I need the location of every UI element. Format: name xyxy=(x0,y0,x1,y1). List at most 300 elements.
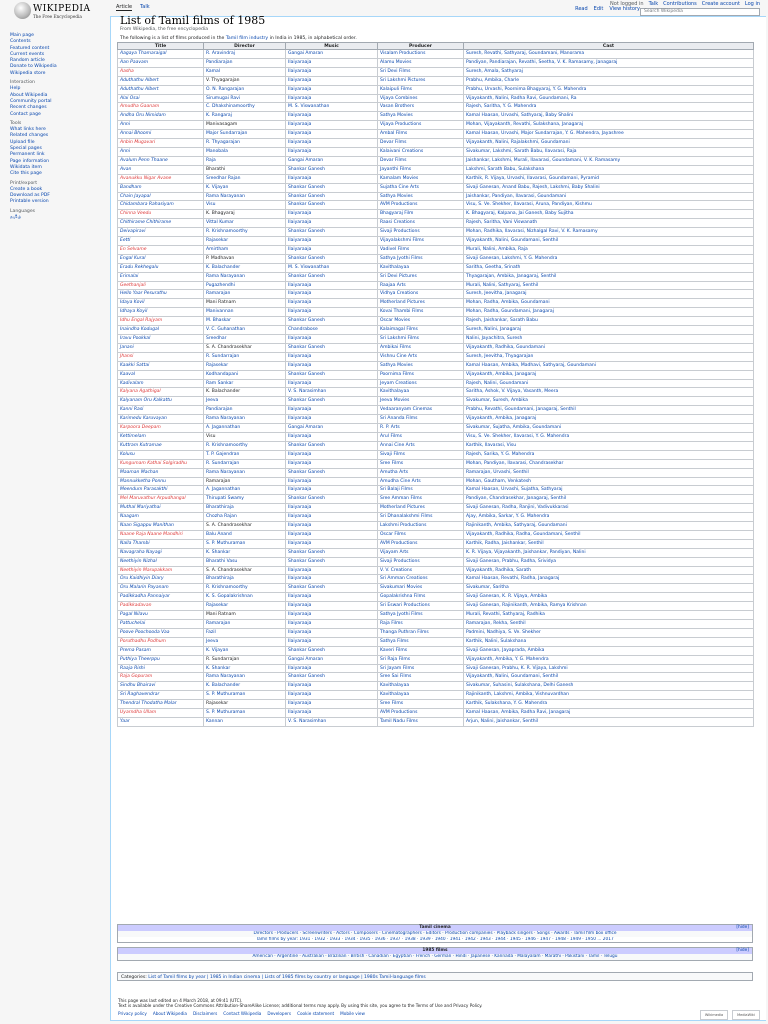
cell-director[interactable]: Mani Ratnam xyxy=(204,299,286,308)
cell-producer[interactable]: Kalaivani Creations xyxy=(378,147,464,156)
cell-cast[interactable]: Vijayakanth, Radhika, Sarath xyxy=(464,566,754,575)
cell-cast[interactable]: Rajesh, Saritha, Vani Viswanath xyxy=(464,219,754,228)
cell-title[interactable]: Neethiyin Nizhal xyxy=(118,557,204,566)
cell-director[interactable]: K. Balachander xyxy=(204,263,286,272)
cell-cast[interactable]: Murali, Nalini, Ambika, Raja xyxy=(464,245,754,254)
cell-cast[interactable]: Kamal Haasan, Ambika, Madhavi, Sathyaraj, Goundamani xyxy=(464,361,754,370)
cell-music[interactable]: Ilaiyaraaja xyxy=(286,530,378,539)
cell-title[interactable]: Kuttram Kutramae xyxy=(118,441,204,450)
cell-director[interactable]: S. P. Muthuraman xyxy=(204,709,286,718)
cell-director[interactable]: K. Vijayan xyxy=(204,646,286,655)
sidebar-item[interactable]: About Wikipedia xyxy=(10,92,48,98)
login-link[interactable]: Log in xyxy=(744,1,760,7)
view-read[interactable]: Read xyxy=(575,6,588,12)
cell-music[interactable]: Shankar Ganesh xyxy=(286,317,378,326)
cell-producer[interactable]: Kalaimagal Films xyxy=(378,326,464,335)
cell-title[interactable]: Oru Malarin Payanam xyxy=(118,584,204,593)
cell-music[interactable]: Ilaiyaraaja xyxy=(286,67,378,76)
sidebar-item[interactable]: Related changes xyxy=(10,133,49,139)
cell-director[interactable]: Rama Narayanan xyxy=(204,192,286,201)
cell-title[interactable]: Idaya Kovil xyxy=(118,299,204,308)
cell-director[interactable]: A. Jagannathan xyxy=(204,424,286,433)
cell-cast[interactable]: Karthik, Nalini, Sulakshana xyxy=(464,637,754,646)
cell-director[interactable]: R. Krishnamoorthy xyxy=(204,584,286,593)
cell-producer[interactable]: Vijayam Arts xyxy=(378,548,464,557)
cell-cast[interactable]: Pandiyan, Chandrasekhar, Janagaraj, Senthil xyxy=(464,495,754,504)
cell-director[interactable]: Kamal xyxy=(204,67,286,76)
cell-director[interactable]: A. Jagannathan xyxy=(204,486,286,495)
cell-music[interactable]: Ilaiyaraaja xyxy=(286,709,378,718)
cell-director[interactable]: Visu xyxy=(204,432,286,441)
cell-title[interactable]: Inaindha Kodugal xyxy=(118,326,204,335)
cell-cast[interactable]: Karthik, Radha, Jaishankar, Senthil xyxy=(464,539,754,548)
cell-producer[interactable]: Sree Films xyxy=(378,700,464,709)
sidebar-item[interactable]: தமிழ் xyxy=(10,215,22,221)
cell-cast[interactable]: Sivaji Ganesan, Prabhu, Radha, Srividya xyxy=(464,557,754,566)
cell-music[interactable]: Ilaiyaraaja xyxy=(286,290,378,299)
cell-title[interactable]: Alai Osai xyxy=(118,94,204,103)
cell-producer[interactable]: V. V. Creations xyxy=(378,566,464,575)
cell-producer[interactable]: Thanga Puthran Films xyxy=(378,628,464,637)
cell-cast[interactable]: Rajinikanth, Ambika, Sathyaraj, Goundamani xyxy=(464,522,754,531)
cell-music[interactable]: Ilaiyaraaja xyxy=(286,219,378,228)
cell-director[interactable]: Kannan xyxy=(204,717,286,726)
cell-music[interactable]: Shankar Ganesh xyxy=(286,370,378,379)
sidebar-item[interactable]: Featured content xyxy=(10,45,50,51)
cell-producer[interactable]: Kaveri Films xyxy=(378,646,464,655)
cell-title[interactable]: Avan xyxy=(118,165,204,174)
cell-director[interactable]: Rajasekar xyxy=(204,237,286,246)
cell-title[interactable]: Chithirame Chithirame xyxy=(118,219,204,228)
navbox-links[interactable]: American · Argentine · Australian · Brazilian · British · Canadian · Egyptian · French · German · Hindi · Japanese · Kannada · Malayalam · Marathi · Pakistani · Tamil · Telugu xyxy=(118,954,752,960)
cell-music[interactable]: M. S. Viswanathan xyxy=(286,263,378,272)
cell-title[interactable]: Meendum Parasakthi xyxy=(118,486,204,495)
cell-title[interactable]: Kolusu xyxy=(118,450,204,459)
cell-producer[interactable]: Kavithalayaa xyxy=(378,263,464,272)
cell-title[interactable]: Deivapiravi xyxy=(118,228,204,237)
cell-director[interactable]: S. A. Chandrasekhar xyxy=(204,522,286,531)
cell-cast[interactable]: Lakshmi, Sarath Babu, Sulakshana xyxy=(464,165,754,174)
cell-music[interactable]: Shankar Ganesh xyxy=(286,673,378,682)
cell-producer[interactable]: Kalaipuli Films xyxy=(378,85,464,94)
cell-producer[interactable]: Sathya Films xyxy=(378,637,464,646)
cell-music[interactable]: Ilaiyaraaja xyxy=(286,628,378,637)
cell-title[interactable]: Maaman Machan xyxy=(118,468,204,477)
cell-title[interactable]: Padikkadavan xyxy=(118,602,204,611)
cell-director[interactable]: Ramarajan xyxy=(204,290,286,299)
cell-producer[interactable]: Vijaya Combines xyxy=(378,94,464,103)
cell-cast[interactable]: Prabhu, Urvashi, Poornima Bhagyaraj, Y. G. Mahendra xyxy=(464,85,754,94)
cell-producer[interactable]: Sri Dhanalakshmi Films xyxy=(378,513,464,522)
cell-music[interactable]: Ilaiyaraaja xyxy=(286,174,378,183)
cell-title[interactable]: Mannukketha Ponnu xyxy=(118,477,204,486)
cell-music[interactable]: Ilaiyaraaja xyxy=(286,593,378,602)
cell-music[interactable]: Ilaiyaraaja xyxy=(286,237,378,246)
cell-producer[interactable]: Sujatha Cine Arts xyxy=(378,183,464,192)
cell-director[interactable]: Bharathiraja xyxy=(204,504,286,513)
cell-producer[interactable]: Gopalakrishna Films xyxy=(378,593,464,602)
cell-title[interactable]: Poruthadhu Podhum xyxy=(118,637,204,646)
cell-music[interactable]: Shankar Ganesh xyxy=(286,646,378,655)
cell-title[interactable]: Annai Bhoomi xyxy=(118,130,204,139)
cell-title[interactable]: Idhaya Koyil xyxy=(118,308,204,317)
cell-director[interactable]: K. S. Gopalakrishnan xyxy=(204,593,286,602)
cell-director[interactable]: C. Dhakshinamoorthy xyxy=(204,103,286,112)
cell-producer[interactable]: Kovai Thambi Films xyxy=(378,308,464,317)
cell-music[interactable]: Ilaiyaraaja xyxy=(286,459,378,468)
cell-director[interactable]: Ramarajan xyxy=(204,620,286,629)
cell-cast[interactable]: Suresh, Nalini, Janagaraj xyxy=(464,326,754,335)
cell-music[interactable]: Ilaiyaraaja xyxy=(286,406,378,415)
cell-title[interactable]: En Selvame xyxy=(118,245,204,254)
cell-music[interactable]: Shankar Ganesh xyxy=(286,557,378,566)
cell-director[interactable]: Rama Narayanan xyxy=(204,415,286,424)
cell-title[interactable]: Pattuchelai xyxy=(118,620,204,629)
cell-director[interactable]: Bharathiraja xyxy=(204,575,286,584)
cell-cast[interactable]: Sivaji Ganesan, K. R. Vijaya, Ambika xyxy=(464,593,754,602)
cell-cast[interactable]: K. Bhagyaraj, Kalpana, Jai Ganesh, Baby Sujitha xyxy=(464,210,754,219)
cell-cast[interactable]: Suresh, Revathi, Sathyaraj, Goundamani, Manorama xyxy=(464,50,754,59)
cell-cast[interactable]: Sivakumar, Suhasini, Sulakshana, Delhi Ganesh xyxy=(464,682,754,691)
cell-cast[interactable]: Saritha, Ashok, V. Vijaya, Vasanth, Meera xyxy=(464,388,754,397)
cell-title[interactable]: Eradu Rekhegalu xyxy=(118,263,204,272)
cell-title[interactable]: Chain Jayapal xyxy=(118,192,204,201)
cell-title[interactable]: Avalum Penn Thaane xyxy=(118,156,204,165)
hide-link[interactable]: [hide] xyxy=(736,925,749,930)
column-header[interactable]: Director xyxy=(204,43,286,50)
cell-director[interactable]: R. Sundarrajan xyxy=(204,352,286,361)
sidebar-item[interactable]: Current events xyxy=(10,51,45,57)
create-account-link[interactable]: Create account xyxy=(701,1,740,7)
cell-producer[interactable]: Vijaya Productions xyxy=(378,121,464,130)
cell-title[interactable]: Kettimelam xyxy=(118,432,204,441)
cell-cast[interactable]: Sivaji Ganesan, Lakshmi, Y. G. Mahendra xyxy=(464,254,754,263)
cell-producer[interactable]: Sri Eswari Productions xyxy=(378,602,464,611)
navbox-years[interactable]: Tamil films by year: 1931 · 1932 · 1933 · 1934 · 1935 · 1936 · 1937 · 1938 · 1939 · 1940 · 1941 · 1942 · 1943 · 1944 · 1945 · 1946 · 1947 · 1948 · 1949 · 1950 ... 2017 xyxy=(118,937,752,943)
cell-director[interactable]: Vittal Kumar xyxy=(204,219,286,228)
cell-cast[interactable]: Jaishankar, Lakshmi, Murali, Ilavarasi, Goundamani, V. K. Ramasamy xyxy=(464,156,754,165)
cell-music[interactable]: Ilaiyaraaja xyxy=(286,85,378,94)
cell-director[interactable]: K. Shankar xyxy=(204,548,286,557)
cell-title[interactable]: Anni xyxy=(118,121,204,130)
cell-music[interactable]: Ilaiyaraaja xyxy=(286,691,378,700)
cell-producer[interactable]: R. P. Arts xyxy=(378,424,464,433)
cell-music[interactable]: Ilaiyaraaja xyxy=(286,504,378,513)
cell-title[interactable]: Aduthathu Albert xyxy=(118,76,204,85)
cell-music[interactable]: Ilaiyaraaja xyxy=(286,682,378,691)
cell-music[interactable]: Gangai Amaran xyxy=(286,424,378,433)
cell-music[interactable]: Shankar Ganesh xyxy=(286,441,378,450)
cell-producer[interactable]: Sri Lakshmi Pictures xyxy=(378,76,464,85)
sidebar-item[interactable]: Wikipedia store xyxy=(10,70,46,76)
cell-director[interactable]: Rajasekar xyxy=(204,361,286,370)
cell-producer[interactable]: Sri Raja Films xyxy=(378,655,464,664)
cell-cast[interactable]: Murali, Nalini, Sathyaraj, Senthil xyxy=(464,281,754,290)
cell-title[interactable]: Thendral Thodatha Malar xyxy=(118,700,204,709)
cell-director[interactable]: K. Shankar xyxy=(204,664,286,673)
cell-director[interactable]: V. C. Guhanathan xyxy=(204,326,286,335)
cell-title[interactable]: Aduthathu Albert xyxy=(118,85,204,94)
cell-producer[interactable]: Kavithalayaa xyxy=(378,682,464,691)
cell-producer[interactable]: Sri Lakshmi Films xyxy=(378,335,464,344)
cell-director[interactable]: Visu xyxy=(204,201,286,210)
cell-producer[interactable]: Vadivel Films xyxy=(378,245,464,254)
cell-title[interactable]: Raaja Rishi xyxy=(118,664,204,673)
cell-music[interactable]: Ilaiyaraaja xyxy=(286,477,378,486)
hide-link[interactable]: [hide] xyxy=(736,948,749,953)
cell-director[interactable]: Manivannan xyxy=(204,308,286,317)
cell-cast[interactable]: Suresh, Amala, Sathyaraj xyxy=(464,67,754,76)
sidebar-item[interactable]: Main page xyxy=(10,33,34,38)
sidebar-item[interactable]: Page information xyxy=(10,158,50,164)
cell-music[interactable]: Shankar Ganesh xyxy=(286,468,378,477)
column-header[interactable]: Cast xyxy=(464,43,754,50)
cell-producer[interactable]: Oscar Movies xyxy=(378,317,464,326)
cell-cast[interactable]: Vijayakanth, Nalini, Goundamani, Senthil xyxy=(464,673,754,682)
cell-cast[interactable]: Mohan, Vijayakanth, Revathi, Sulakshana, Janagaraj xyxy=(464,121,754,130)
cell-music[interactable]: Ilaiyaraaja xyxy=(286,637,378,646)
cell-title[interactable]: Karimedu Karuvayan xyxy=(118,415,204,424)
cell-producer[interactable]: Devar Films xyxy=(378,156,464,165)
cell-director[interactable]: M. Bhaskar xyxy=(204,317,286,326)
cell-title[interactable]: Uyarndha Ullam xyxy=(118,709,204,718)
cell-cast[interactable]: Rajesh, Sarika, Y. G. Mahendra xyxy=(464,450,754,459)
cell-director[interactable]: P. Madhavan xyxy=(204,254,286,263)
cell-cast[interactable]: Kamal Haasan, Urvashi, Major Sundarrajan, Y. G. Mahendra, Jayashree xyxy=(464,130,754,139)
footer-link[interactable]: Privacy policy xyxy=(118,1011,147,1017)
cell-producer[interactable]: Amutha Arts xyxy=(378,468,464,477)
cell-music[interactable]: Ilaiyaraaja xyxy=(286,415,378,424)
cell-title[interactable]: Sindhu Bhairavi xyxy=(118,682,204,691)
cell-producer[interactable]: Amudha Cine Arts xyxy=(378,477,464,486)
cell-cast[interactable]: Rajinikanth, Lakshmi, Ambika, Vishnuvardhan xyxy=(464,691,754,700)
sidebar-item[interactable]: Upload file xyxy=(10,139,35,145)
cell-music[interactable]: Gangai Amaran xyxy=(286,50,378,59)
cell-director[interactable]: S. A. Chandrasekhar xyxy=(204,566,286,575)
cell-title[interactable]: Raja Gopuram xyxy=(118,673,204,682)
cell-producer[interactable]: Sivaji Productions xyxy=(378,228,464,237)
cell-director[interactable]: Amirtham xyxy=(204,245,286,254)
cell-director[interactable]: Manivasagam xyxy=(204,121,286,130)
cell-director[interactable]: Chozha Rajan xyxy=(204,513,286,522)
cell-director[interactable]: K. Rangaraj xyxy=(204,112,286,121)
sidebar-item[interactable]: Recent changes xyxy=(10,105,47,111)
cell-director[interactable]: S. P. Muthuraman xyxy=(204,539,286,548)
sidebar-item[interactable]: Contact page xyxy=(10,111,41,117)
cell-title[interactable]: Sri Raghavendrar xyxy=(118,691,204,700)
cell-director[interactable]: Ramarajan xyxy=(204,477,286,486)
cell-producer[interactable]: Sathya Movies xyxy=(378,112,464,121)
cell-music[interactable]: Ilaiyaraaja xyxy=(286,147,378,156)
cell-music[interactable]: Ilaiyaraaja xyxy=(286,700,378,709)
cell-producer[interactable]: AVM Productions xyxy=(378,201,464,210)
cell-music[interactable]: Ilaiyaraaja xyxy=(286,281,378,290)
cell-cast[interactable]: Mohan, Pandiyan, Ilavarasi, Chandrasekhar xyxy=(464,459,754,468)
cell-director[interactable]: Pandiarajan xyxy=(204,58,286,67)
sidebar-item[interactable]: What links here xyxy=(10,127,46,133)
wikimedia-badge[interactable]: Wikimedia xyxy=(700,1010,728,1020)
cell-cast[interactable]: Saritha, Geetha, Srinath xyxy=(464,263,754,272)
cell-cast[interactable]: Prabhu, Ambika, Charle xyxy=(464,76,754,85)
navbox-links[interactable]: Directors · Producers · Screenwriters · Actors · Composers · Cinematographers · Editors · Production companies · Playback singers · Songs · Awards · Tamil film box office xyxy=(118,931,752,937)
cell-cast[interactable]: Rajesh, Jaishankar, Sarath Babu xyxy=(464,317,754,326)
cell-music[interactable]: Shankar Ganesh xyxy=(286,272,378,281)
cell-music[interactable]: Shankar Ganesh xyxy=(286,183,378,192)
cell-music[interactable]: Ilaiyaraaja xyxy=(286,566,378,575)
cell-producer[interactable]: Sathya Jyothi Films xyxy=(378,254,464,263)
cell-music[interactable]: Ilaiyaraaja xyxy=(286,352,378,361)
cell-cast[interactable]: Ajay, Ambika, Sarkar, Y. G. Mahendra xyxy=(464,513,754,522)
cell-director[interactable]: Rama Narayanan xyxy=(204,272,286,281)
cell-title[interactable]: Kalyanam Oru Kalkattu xyxy=(118,397,204,406)
cell-cast[interactable]: Karthik, R. Vijaya, Urvashi, Ilavarasi, Goundamani, Pyramid xyxy=(464,174,754,183)
cell-cast[interactable]: Ramarajan, Urvashi, Senthil xyxy=(464,468,754,477)
cell-producer[interactable]: Motherland Pictures xyxy=(378,299,464,308)
cell-music[interactable]: V. S. Narasimhan xyxy=(286,388,378,397)
view-history[interactable]: View history xyxy=(609,6,640,12)
cell-music[interactable]: Ilaiyaraaja xyxy=(286,432,378,441)
cell-title[interactable]: Kadivalam xyxy=(118,379,204,388)
cell-producer[interactable]: Kavithalayaa xyxy=(378,388,464,397)
cell-producer[interactable]: Jeyam Creations xyxy=(378,379,464,388)
cell-music[interactable]: Ilaiyaraaja xyxy=(286,575,378,584)
cell-title[interactable]: Neethiyin Marupakkam xyxy=(118,566,204,575)
cell-cast[interactable]: Jaishankar, Pandiyan, Ilavarasi, Goundamani xyxy=(464,192,754,201)
cell-music[interactable]: Ilaiyaraaja xyxy=(286,361,378,370)
cell-producer[interactable]: AVM Productions xyxy=(378,709,464,718)
cell-director[interactable]: Jeeva xyxy=(204,397,286,406)
cell-music[interactable]: Ilaiyaraaja xyxy=(286,379,378,388)
lead-link[interactable]: Tamil film industry xyxy=(225,36,269,41)
cell-producer[interactable]: Sivakumari Movies xyxy=(378,584,464,593)
cell-producer[interactable]: Ambikai Films xyxy=(378,343,464,352)
cell-cast[interactable]: Mohan, Radha, Goundamani, Janagaraj xyxy=(464,308,754,317)
sidebar-item[interactable]: Community portal xyxy=(10,98,52,104)
cell-producer[interactable]: Kavithalayaa xyxy=(378,691,464,700)
cell-music[interactable]: Chandrabose xyxy=(286,326,378,335)
cell-producer[interactable]: Motherland Pictures xyxy=(378,504,464,513)
cell-producer[interactable]: Devar Films xyxy=(378,139,464,148)
cell-title[interactable]: Kalyana Agathigal xyxy=(118,388,204,397)
sidebar-item[interactable]: Help xyxy=(10,86,21,92)
cell-title[interactable]: Erimalai xyxy=(118,272,204,281)
cell-title[interactable]: Kungumam Kathai Solgiradhu xyxy=(118,459,204,468)
cell-cast[interactable]: Visu, S. Ve. Shekher, Ilavarasi, Y. G. Mahendra xyxy=(464,432,754,441)
cell-producer[interactable]: Sivaji Productions xyxy=(378,557,464,566)
cell-producer[interactable]: Poornima Films xyxy=(378,370,464,379)
cell-title[interactable]: Prema Pasam xyxy=(118,646,204,655)
cell-producer[interactable]: Jayanthi Films xyxy=(378,165,464,174)
cell-cast[interactable]: Suresh, Jeevitha, Thyagarajan xyxy=(464,352,754,361)
cell-director[interactable]: Fazil xyxy=(204,628,286,637)
cell-director[interactable]: Thirupati Swamy xyxy=(204,495,286,504)
footer-link[interactable]: Mobile view xyxy=(340,1011,365,1017)
cell-producer[interactable]: Arul Films xyxy=(378,432,464,441)
cell-producer[interactable]: Sathya Movies xyxy=(378,361,464,370)
cell-director[interactable]: T. P. Gajendran xyxy=(204,450,286,459)
cell-title[interactable]: Pagal Nilavu xyxy=(118,611,204,620)
cell-director[interactable]: R. Sundarrajan xyxy=(204,459,286,468)
cell-producer[interactable]: Raja Films xyxy=(378,620,464,629)
cell-cast[interactable]: Visu, S. Ve. Shekher, Ilavarasi, Aruna, Pandiyan, Kishmu xyxy=(464,201,754,210)
cell-director[interactable]: Balu Anand xyxy=(204,530,286,539)
cell-cast[interactable]: Sivakumar, Suresh, Ambika xyxy=(464,397,754,406)
cell-director[interactable]: K. Balachander xyxy=(204,682,286,691)
cell-title[interactable]: Engal Kural xyxy=(118,254,204,263)
cell-cast[interactable]: Sivaji Ganesan, Radha, Ranjini, Vadivukkarasi xyxy=(464,504,754,513)
cell-producer[interactable]: Sree Films xyxy=(378,459,464,468)
column-header[interactable]: Producer xyxy=(378,43,464,50)
cell-director[interactable]: Sreedhar xyxy=(204,335,286,344)
cell-cast[interactable]: Sivakumar, Saritha xyxy=(464,584,754,593)
cell-producer[interactable]: Visalam Productions xyxy=(378,50,464,59)
wikipedia-logo[interactable] xyxy=(14,1,92,31)
cell-cast[interactable]: Rajesh, Saritha, Y. G. Mahendra xyxy=(464,103,754,112)
cell-music[interactable]: Ilaiyaraaja xyxy=(286,664,378,673)
cell-cast[interactable]: Mohan, Radhika, Ilavarasi, Nizhalgal Ravi, V. K. Ramasamy xyxy=(464,228,754,237)
cell-title[interactable]: Poove Poochooda Vaa xyxy=(118,628,204,637)
cell-director[interactable]: K. Vijayan xyxy=(204,183,286,192)
cell-title[interactable]: Jhansi xyxy=(118,352,204,361)
cell-music[interactable]: Ilaiyaraaja xyxy=(286,76,378,85)
cell-music[interactable]: Shankar Ganesh xyxy=(286,201,378,210)
cell-cast[interactable]: Suresh, Jeevitha, Janagaraj xyxy=(464,290,754,299)
cell-producer[interactable]: Vijayalakshmi Films xyxy=(378,237,464,246)
cell-producer[interactable]: Sree Sai Films xyxy=(378,673,464,682)
sidebar-item[interactable]: Printable version xyxy=(10,199,49,205)
cell-title[interactable]: Iravu Pookkal xyxy=(118,335,204,344)
footer-link[interactable]: About Wikipedia xyxy=(152,1011,187,1017)
categories-links[interactable]: List of Tamil films by year | 1985 in Indian cinema | Lists of 1985 films by country or language | 1980s Tamil-language films xyxy=(148,975,426,980)
cell-title[interactable]: Hello Yaar Pesurathu xyxy=(118,290,204,299)
cell-cast[interactable]: Vijayakanth, Ambika, Janagaraj xyxy=(464,370,754,379)
cell-title[interactable]: Eetti xyxy=(118,237,204,246)
cell-cast[interactable]: Karthik, Ilavarasi, Visu xyxy=(464,441,754,450)
sidebar-item[interactable]: Contents xyxy=(10,39,31,45)
cell-title[interactable]: Kaakki Sattai xyxy=(118,361,204,370)
cell-cast[interactable]: Rajesh, Nalini, Goundamani xyxy=(464,379,754,388)
cell-title[interactable]: Bandham xyxy=(118,183,204,192)
cell-cast[interactable]: Pandiyan, Pandiarajan, Revathi, Seetha, V. K. Ramasamy, Janagaraj xyxy=(464,58,754,67)
cell-title[interactable]: Oru Kaidhiyin Diary xyxy=(118,575,204,584)
cell-title[interactable]: Geethanjali xyxy=(118,281,204,290)
cell-director[interactable]: S. P. Muthuraman xyxy=(204,691,286,700)
sidebar-item[interactable]: Download as PDF xyxy=(10,193,50,199)
cell-music[interactable]: Shankar Ganesh xyxy=(286,228,378,237)
cell-director[interactable]: Mani Ratnam xyxy=(204,611,286,620)
cell-director[interactable]: Pugazhendhi xyxy=(204,281,286,290)
cell-producer[interactable]: Ambal Films xyxy=(378,130,464,139)
cell-title[interactable]: Idhu Engal Rajyam xyxy=(118,317,204,326)
cell-producer[interactable]: Alamu Movies xyxy=(378,58,464,67)
cell-director[interactable]: Kodhandapani xyxy=(204,370,286,379)
cell-director[interactable]: S. A. Chandrasekhar xyxy=(204,343,286,352)
cell-cast[interactable]: Vijayakanth, Ambika, Y. G. Mahendra xyxy=(464,655,754,664)
cell-director[interactable]: Sreedhar Rajan xyxy=(204,174,286,183)
cell-director[interactable]: Major Sundarrajan xyxy=(204,130,286,139)
cell-title[interactable]: Anni xyxy=(118,147,204,156)
cell-producer[interactable]: Sivaji Films xyxy=(378,450,464,459)
cell-music[interactable]: Ilaiyaraaja xyxy=(286,335,378,344)
cell-producer[interactable]: Vishnu Cine Arts xyxy=(378,352,464,361)
sidebar-item[interactable]: Special pages xyxy=(10,146,42,152)
cell-cast[interactable]: Ramarajan, Rekha, Senthil xyxy=(464,620,754,629)
cell-music[interactable]: Ilaiyaraaja xyxy=(286,486,378,495)
cell-cast[interactable]: Mohan, Gautham, Venkatesh xyxy=(464,477,754,486)
cell-cast[interactable]: Vijayakanth, Radhika, Goundamani xyxy=(464,343,754,352)
cell-music[interactable]: Ilaiyaraaja xyxy=(286,139,378,148)
cell-music[interactable]: Gangai Amaran xyxy=(286,655,378,664)
